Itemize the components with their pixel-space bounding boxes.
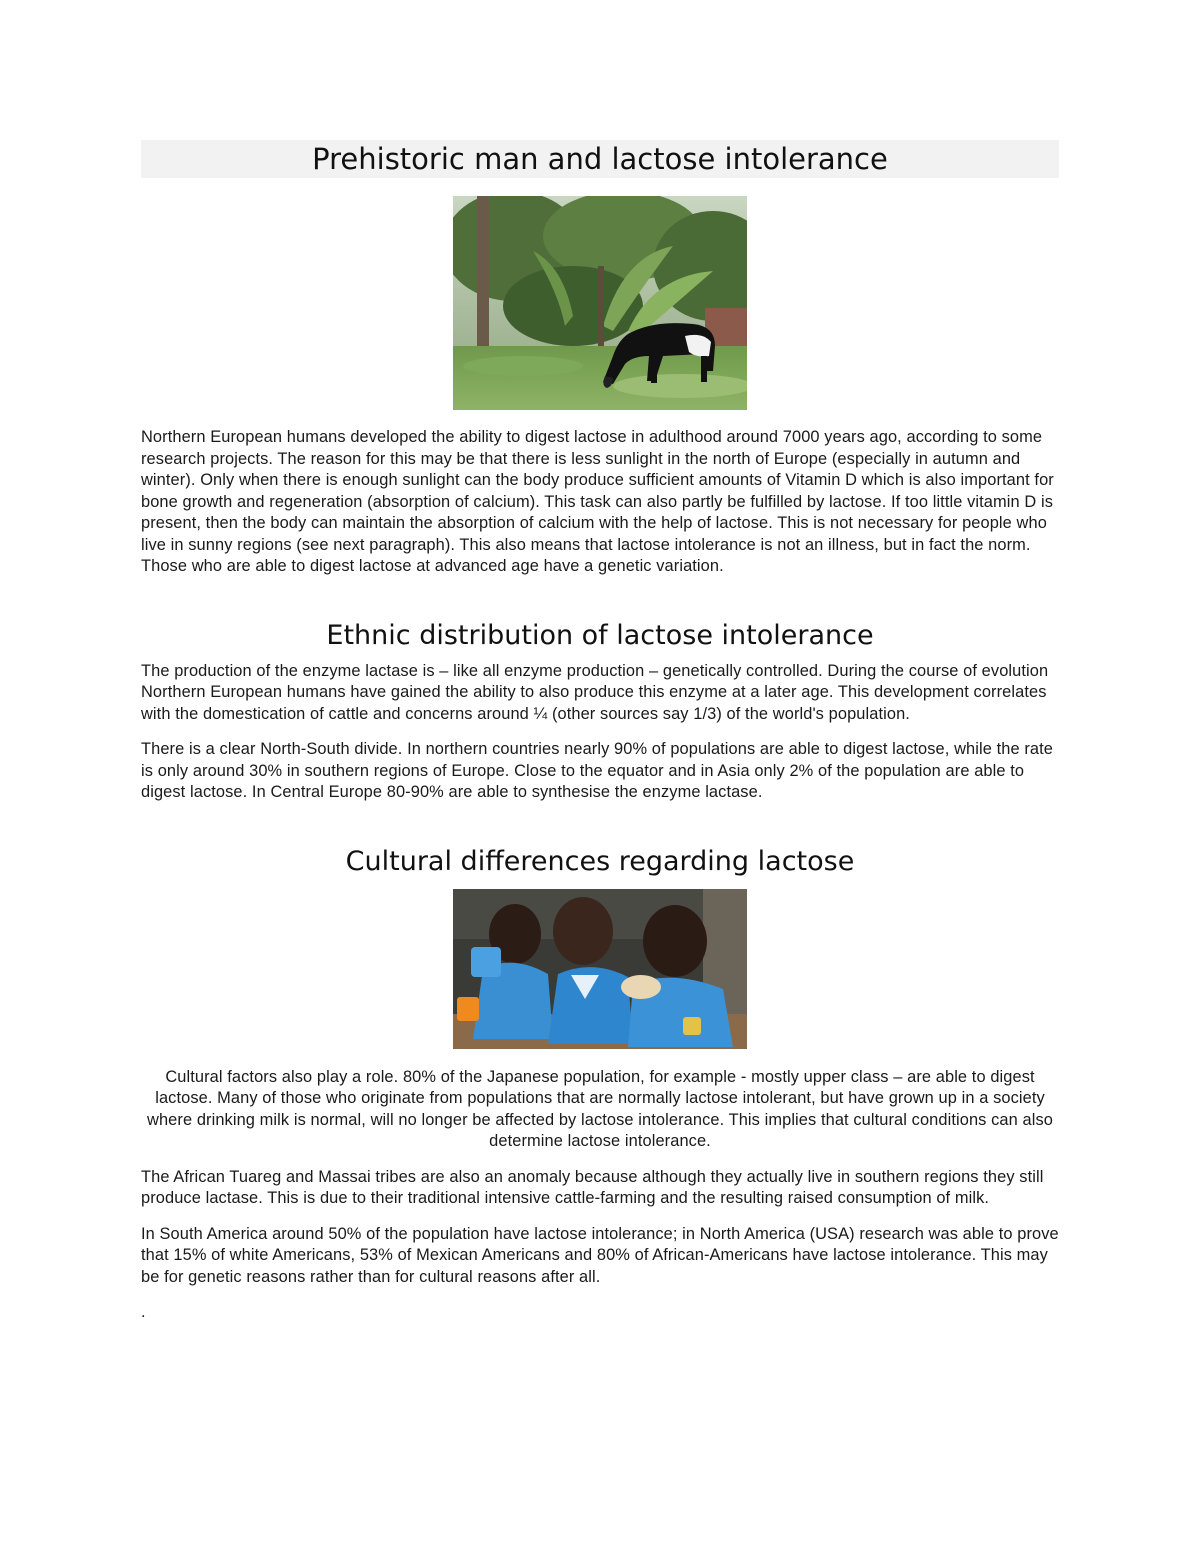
body-paragraph: The production of the enzyme lactase is – like all enzyme production – genetically controlled. During the course of evolution Northern European humans have gained the ability to also produce this enzyme at a later age. This development correlates with the domestication of cattle and concerns around ¼ (other sources say 1/3) of the world's population.: [141, 661, 1049, 723]
trailing-mark: .: [141, 1303, 146, 1321]
body-paragraph: Northern European humans developed the ability to digest lactose in adulthood around 7000 years ago, according to some research projects. The reason for this may be that there is less sunlight in the north of Europe (especially in autumn and winter). Only when there is enough sunlight can the body produce sufficient amounts of Vitamin D which is also important for bone growth and regeneration (absorption of calcium). This task can also partly be fulfilled by lactose. If too little vitamin D is present, then the body can maintain the absorption of calcium with the help of lactose. This is not necessary for people who live in sunny regions (see next paragraph). This also means that lactose intolerance is not an illness, but in fact the norm. Those who are able to digest lactose at advanced age have a genetic variation.: [141, 428, 1054, 575]
body-paragraph: There is a clear North-South divide. In northern countries nearly 90% of populations are able to digest lactose, while the rate is only around 30% in southern regions of Europe. Close to the equator and in Asia only 2% of the population are able to digest lactose. In Central Europe 80-90% are able to synthesise the enzyme lactase.: [141, 740, 1053, 801]
cow-photo: [453, 196, 747, 410]
children-drinking-milk-photo: [453, 889, 747, 1049]
page-title: Prehistoric man and lactose intolerance: [141, 140, 1059, 178]
body-paragraph: In South America around 50% of the population have lactose intolerance; in North America (USA) research was able to prove that 15% of white Americans, 53% of Mexican Americans and 80% of African-Americans have lactose intolerance. This may be for genetic reasons rather than for cultural reasons after all.: [141, 1224, 1059, 1286]
body-paragraph: Cultural factors also play a role. 80% of the Japanese population, for example - mostly upper class – are able to digest lactose. Many of those who originate from populations that are normally lactose intolerant, but have grown up in a society where drinking milk is normal, will no longer be affected by lactose intolerance. This implies that cultural conditions can also determine lactose intolerance.: [147, 1067, 1053, 1150]
section-heading-ethnic: Ethnic distribution of lactose intolerance: [326, 619, 874, 651]
section-heading-cultural: Cultural differences regarding lactose: [345, 845, 855, 877]
body-paragraph: The African Tuareg and Massai tribes are also an anomaly because although they actually live in southern regions they still produce lactase. This is due to their traditional intensive cattle-farming and the resulting raised consumption of milk.: [141, 1167, 1044, 1207]
document-page: [141, 140, 1059, 1324]
